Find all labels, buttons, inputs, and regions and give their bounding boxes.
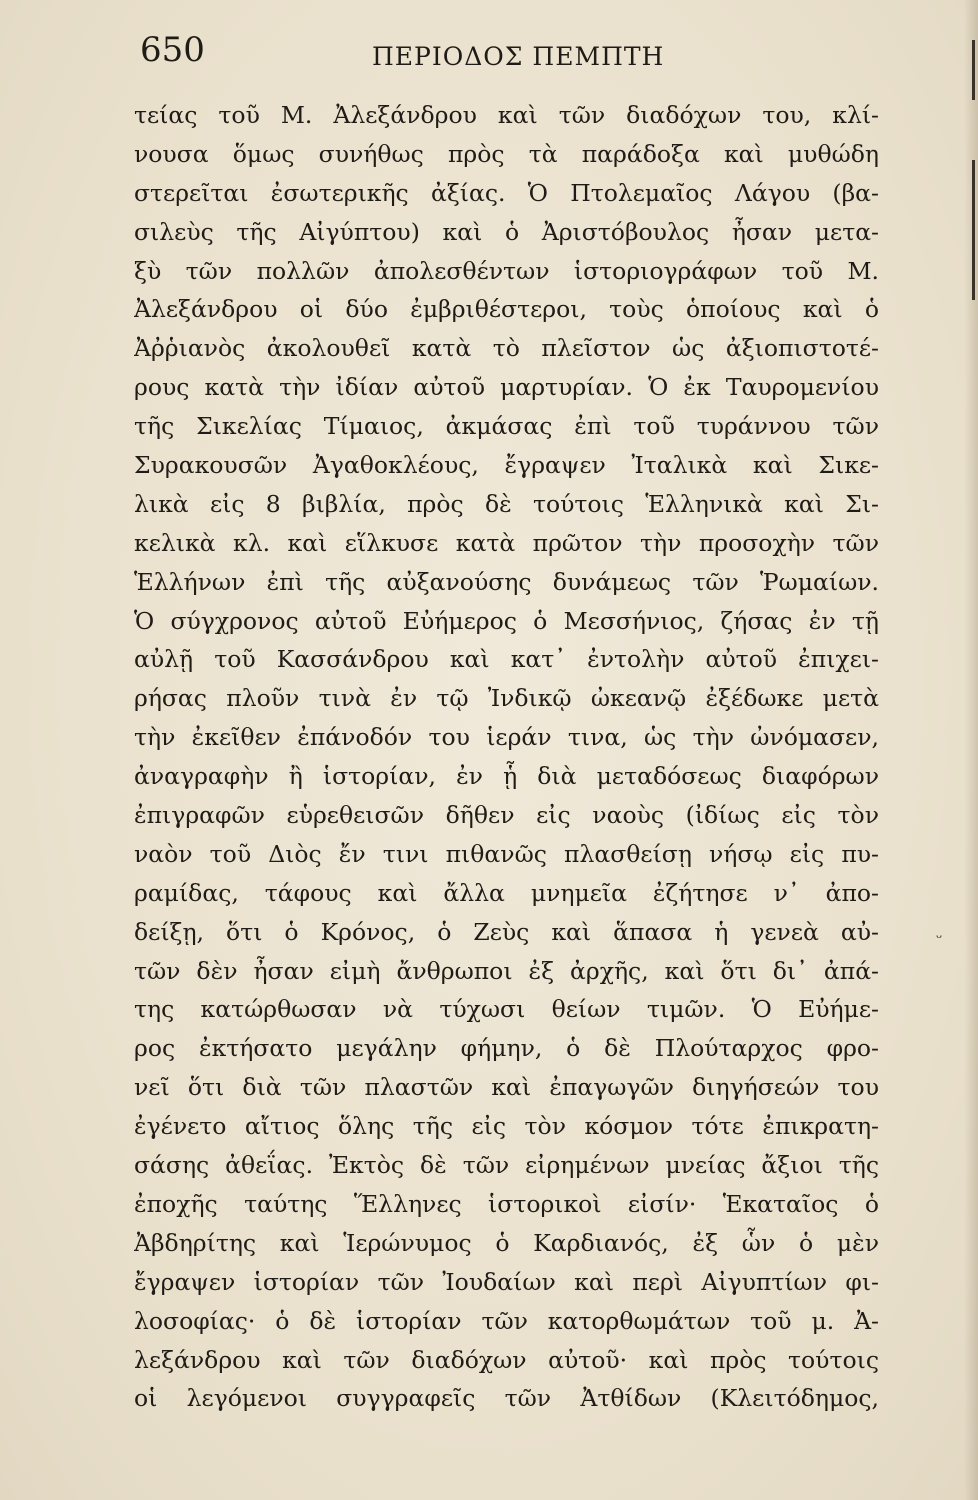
text-line: ρους κατὰ τὴν ἰδίαν αὐτοῦ μαρτυρίαν. Ὁ ἐκ Ταυρομενίου: [134, 373, 879, 402]
text-line: ναὸν τοῦ Διὸς ἔν τινι πιθανῶς πλασθείσῃ νήσῳ εἰς πυ-: [134, 839, 879, 868]
text-line: λεξάνδρου καὶ τῶν διαδόχων αὐτοῦ· καὶ πρὸς τούτοις: [134, 1345, 879, 1374]
page-edge-shadow: [964, 0, 978, 1500]
margin-rule: [972, 160, 975, 300]
text-line: τῶν δὲν ἦσαν εἰμὴ ἄνθρωποι ἐξ ἀρχῆς, καὶ ὅτι δι᾽ ἀπά-: [134, 956, 879, 985]
text-line: της κατώρθωσαν νὰ τύχωσι θείων τιμῶν. Ὁ Εὐήμε-: [134, 995, 879, 1024]
text-line: λικὰ εἰς 8 βιβλία, πρὸς δὲ τούτοις Ἑλληνικὰ καὶ Σι-: [134, 489, 879, 518]
text-line: σάσης ἀθεΐας. Ἐκτὸς δὲ τῶν εἰρημένων μνείας ἄξιοι τῆς: [134, 1151, 879, 1180]
page-number: 650: [140, 30, 205, 70]
text-line: νεῖ ὅτι διὰ τῶν πλαστῶν καὶ ἐπαγωγῶν διηγήσεών του: [134, 1073, 879, 1102]
body-text: [134, 96, 879, 1418]
text-line: λοσοφίας· ὁ δὲ ἱστορίαν τῶν κατορθωμάτων τοῦ μ. Ἀ-: [134, 1306, 879, 1335]
text-line: τὴν ἐκεῖθεν ἐπάνοδόν του ἱεράν τινα, ὡς τὴν ὠνόμασεν,: [134, 723, 879, 752]
text-line: Ἀῤῥιανὸς ἀκολουθεῖ κατὰ τὸ πλεῖστον ὡς ἀξιοπιστοτέ-: [134, 334, 879, 363]
text-line: τῆς Σικελίας Τίμαιος, ἀκμάσας ἐπὶ τοῦ τυράννου τῶν: [134, 412, 879, 441]
text-line: ἐγένετο αἴτιος ὅλης τῆς εἰς τὸν κόσμον τότε ἐπικρατη-: [134, 1112, 879, 1141]
text-line: Συρακουσῶν Ἀγαθοκλέους, ἔγραψεν Ἰταλικὰ καὶ Σικε-: [134, 451, 879, 480]
text-line: νουσα ὅμως συνήθως πρὸς τὰ παράδοξα καὶ μυθώδη: [134, 139, 879, 168]
text-line: σιλεὺς τῆς Αἰγύπτου) καὶ ὁ Ἀριστόβουλος ἦσαν μετα-: [134, 217, 879, 246]
margin-mark: ᵕ: [936, 928, 943, 947]
text-line: ἔγραψεν ἱστορίαν τῶν Ἰουδαίων καὶ περὶ Αἰγυπτίων φι-: [134, 1267, 879, 1296]
text-line: δείξῃ, ὅτι ὁ Κρόνος, ὁ Ζεὺς καὶ ἅπασα ἡ γενεὰ αὐ-: [134, 917, 879, 946]
text-line: Ὁ σύγχρονος αὐτοῦ Εὐήμερος ὁ Μεσσήνιος, ζήσας ἐν τῇ: [134, 606, 879, 635]
text-line: τείας τοῦ Μ. Ἀλεξάνδρου καὶ τῶν διαδόχων του, κλί-: [134, 101, 879, 129]
page-header: [140, 30, 900, 80]
text-line: ξὺ τῶν πολλῶν ἀπολεσθέντων ἱστοριογράφων τοῦ Μ.: [134, 256, 879, 285]
text-line: ρήσας πλοῦν τινὰ ἐν τῷ Ἰνδικῷ ὠκεανῷ ἐξέδωκε μετὰ: [134, 684, 879, 713]
margin-rule: [972, 40, 975, 100]
text-line: Ἀλεξάνδρου οἱ δύο ἐμβριθέστεροι, τοὺς ὁποίους καὶ ὁ: [134, 295, 879, 324]
text-line: αὐλῇ τοῦ Κασσάνδρου καὶ κατ᾽ ἐντολὴν αὐτοῦ ἐπιχει-: [134, 645, 879, 674]
text-line: ἐποχῆς ταύτης Ἕλληνες ἱστορικοὶ εἰσίν· Ἑκαταῖος ὁ: [134, 1189, 879, 1218]
text-line: ἐπιγραφῶν εὑρεθεισῶν δῆθεν εἰς ναοὺς (ἰδίως εἰς τὸν: [134, 801, 879, 830]
text-line: ραμίδας, τάφους καὶ ἄλλα μνημεῖα ἐζήτησε ν᾽ ἀπο-: [134, 878, 879, 907]
text-line: ρος ἐκτήσατο μεγάλην φήμην, ὁ δὲ Πλούταρχος φρο-: [134, 1034, 879, 1063]
text-line: στερεῖται ἐσωτερικῆς ἀξίας. Ὁ Πτολεμαῖος Λάγου (βα-: [134, 178, 879, 207]
text-line: Ἀβδηρίτης καὶ Ἱερώνυμος ὁ Καρδιανός, ἐξ ὧν ὁ μὲν: [134, 1228, 879, 1257]
text-line: κελικὰ κλ. καὶ εἵλκυσε κατὰ πρῶτον τὴν προσοχὴν τῶν: [134, 528, 879, 557]
running-head: ΠΕΡΙΟΔΟΣ ΠΕΜΠΤΗ: [372, 42, 665, 71]
text-line: Ἑλλήνων ἐπὶ τῆς αὐξανούσης δυνάμεως τῶν Ῥωμαίων.: [134, 567, 879, 596]
text-line: οἱ λεγόμενοι συγγραφεῖς τῶν Ἀτθίδων (Κλειτόδημος,: [134, 1384, 879, 1413]
text-line: ἀναγραφὴν ἢ ἱστορίαν, ἐν ᾗ διὰ μεταδόσεως διαφόρων: [134, 762, 879, 791]
